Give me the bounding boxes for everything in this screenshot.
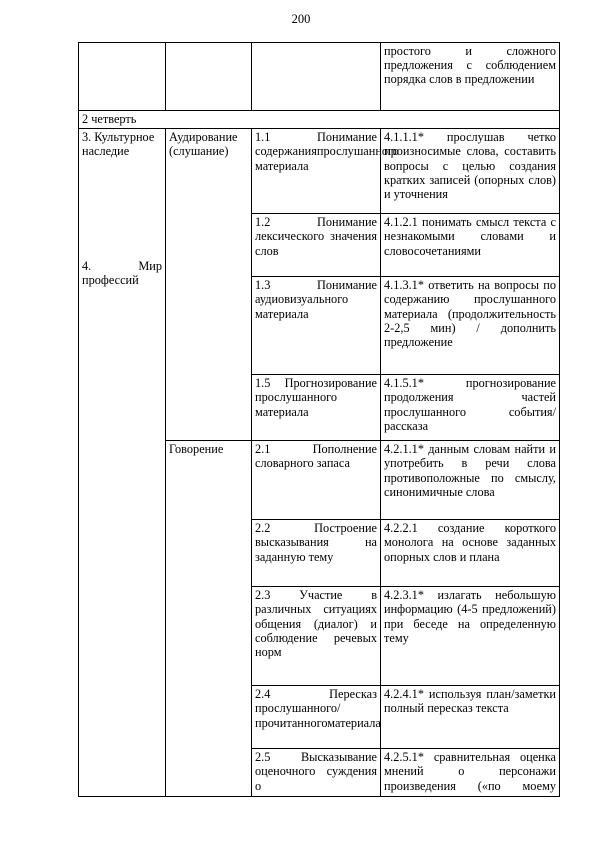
empty-cell xyxy=(79,43,166,111)
sub-skill: 1.2 Понимание лексического значения слов xyxy=(252,214,381,277)
sub-skill: 1.1 Понимание содержанияпрослушанного материала xyxy=(252,129,381,214)
quarter-heading: 2 четверть xyxy=(79,111,560,129)
empty-cell xyxy=(166,43,252,111)
sub-skill: 1.3 Понимание аудиовизуального материала xyxy=(252,277,381,375)
learning-objective: 4.1.2.1 понимать смысл текста с незнакомыми словами и словосочетаниями xyxy=(381,214,560,277)
theme-professions: 4. Мир профессий xyxy=(82,258,162,287)
learning-objective: 4.2.5.1* сравнительная оценка мнений о персонажи произведения («по моему xyxy=(381,749,560,797)
sub-skill: 2.3 Участие в различных ситуациях общения (диалог) и соблюдение речевых норм xyxy=(252,587,381,686)
objective-line: 4.2.4.1* используя план/заметки xyxy=(384,687,556,702)
learning-objective: 4.2.3.1* излагать небольшую информацию (4-5 предложений) при беседе на определенную тему xyxy=(381,587,560,686)
learning-objective: 4.1.5.1* прогнозирование продолжения частей прослушанного события/рассказа xyxy=(381,375,560,441)
skill-cell: Говорение xyxy=(166,441,252,797)
learning-objective: 4.2.1.1* данным словам найти и употребить в речи слова противоположные по смыслу, синонимичные слова xyxy=(381,441,560,520)
sub-skill: 1.5 Прогнозирование прослушанного материала xyxy=(252,375,381,441)
learning-objective xyxy=(381,686,560,749)
table-row xyxy=(79,129,560,214)
empty-cell xyxy=(252,43,381,111)
learning-objective: 4.2.2.1 создание короткого монолога на основе заданных опорных слов и плана xyxy=(381,520,560,587)
learning-objective: 4.1.3.1* ответить на вопросы по содержанию прослушанного материала (продолжительность 2-2,5 мин) / дополнить предложение xyxy=(381,277,560,375)
page-number: 200 xyxy=(291,12,311,26)
theme-cell xyxy=(79,129,166,797)
sub-skill: 2.4 Пересказ прослушанного/прочитанногоматериала xyxy=(252,686,381,749)
skill-cell: Аудирование (слушание) xyxy=(166,129,252,441)
learning-objective: простого и сложного предложения с соблюдением порядка слов в предложении xyxy=(381,43,560,111)
theme-spacer xyxy=(82,159,162,259)
table-row xyxy=(79,43,560,111)
sub-skill: 2.2 Построение высказывания на заданную тему xyxy=(252,520,381,587)
objective-line: полный пересказ текста xyxy=(384,701,509,716)
sub-skill: 2.1 Пополнение словарного запаса xyxy=(252,441,381,520)
sub-skill: 2.5 Высказывание оценочного суждения о xyxy=(252,749,381,797)
theme-cultural-heritage: 3. Культурное наследие xyxy=(82,130,155,159)
curriculum-table xyxy=(78,42,560,797)
learning-objective: 4.1.1.1* прослушав четко произносимые слова, составить вопросы с целью создания кратких записей (опорных слов) и уточнения xyxy=(381,129,560,214)
quarter-row xyxy=(79,111,560,129)
